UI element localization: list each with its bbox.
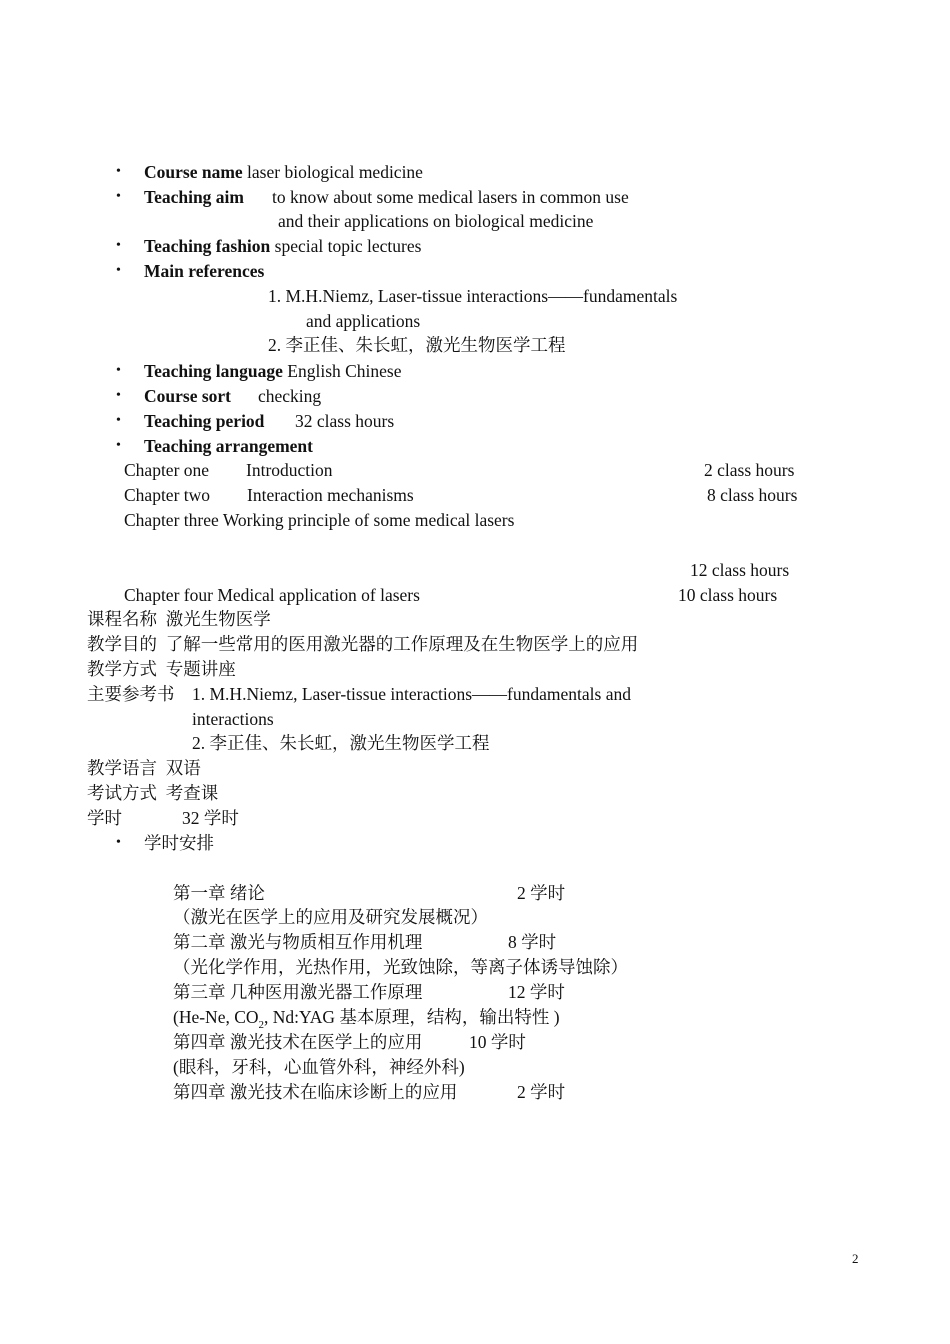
chapter-two-title: Interaction mechanisms xyxy=(247,485,414,505)
cn-chapter-3-title: 第三章 几种医用激光器工作原理 xyxy=(173,982,423,1002)
cn-period-label: 学时 xyxy=(87,808,122,828)
chapter-three-line xyxy=(124,512,514,530)
cn-chapter-2-title: 第二章 激光与物质相互作用机理 xyxy=(173,932,423,952)
bullet: • xyxy=(116,363,121,378)
chapter-four-hours: 10 class hours xyxy=(678,585,778,605)
cn-chapter-4-title: 第四章 激光技术在医学上的应用 xyxy=(173,1032,423,1052)
chapter-one-num: Chapter one xyxy=(124,460,210,480)
teaching-period-value: 32 class hours xyxy=(295,411,395,431)
teaching-fashion-line xyxy=(144,238,421,256)
cn-teaching-fashion-value: 专题讲座 xyxy=(165,659,236,679)
cn-teaching-fashion-label: 教学方式 xyxy=(87,659,157,679)
course-name-line xyxy=(144,164,423,182)
page-number: 2 xyxy=(852,1251,859,1266)
cn-chapter-5-hours: 2 学时 xyxy=(517,1082,566,1102)
main-references-label: Main references xyxy=(144,261,265,281)
chapter-one-hours: 2 class hours xyxy=(704,460,795,480)
bullet: • xyxy=(116,238,121,253)
cn-chapter-3-hours: 12 学时 xyxy=(508,982,565,1002)
teaching-aim-value-cont: and their applications on biological medicine xyxy=(278,211,594,231)
teaching-arrangement-label: Teaching arrangement xyxy=(144,436,313,456)
bullet: • xyxy=(116,164,121,179)
cn-teaching-language-value: 双语 xyxy=(165,758,201,778)
cn-teaching-fashion-line xyxy=(87,661,236,679)
cn-chapter-2-hours: 8 学时 xyxy=(508,932,557,952)
cn-course-name-value: 激光生物医学 xyxy=(165,609,271,629)
teaching-fashion-value: special topic lectures xyxy=(274,236,422,256)
cn-reference-1-cont: interactions xyxy=(192,709,274,729)
cn-period-value: 32 学时 xyxy=(182,808,239,828)
reference-1: 1. M.H.Niemz, Laser-tissue interactions——fundamentals xyxy=(268,286,678,306)
reference-2: 2. 李正佳、朱长虹，激光生物医学工程 xyxy=(268,335,566,355)
cn-teaching-aim-label: 教学目的 xyxy=(87,634,157,654)
teaching-language-line xyxy=(144,363,402,381)
cn-exam-line xyxy=(87,785,218,803)
course-sort-label: Course sort xyxy=(144,386,231,406)
cn-main-references-label: 主要参考书 xyxy=(87,684,175,704)
cn-chapter-1-note: （激光在医学上的应用及研究发展概况） xyxy=(173,907,488,927)
cn-reference-2: 2. 李正佳、朱长虹，激光生物医学工程 xyxy=(192,733,490,753)
cn-exam-label: 考试方式 xyxy=(87,783,157,803)
course-name-value: laser biological medicine xyxy=(247,162,423,182)
chapter-two-hours: 8 class hours xyxy=(707,485,798,505)
cn-arrangement-label: 学时安排 xyxy=(144,833,214,853)
cn-exam-value: 考查课 xyxy=(165,783,219,803)
teaching-language-value: English Chinese xyxy=(287,361,402,381)
chapter-four-num: Chapter four xyxy=(124,585,213,605)
chapter-two-num: Chapter two xyxy=(124,485,211,505)
chapter-four-line xyxy=(124,587,420,605)
cn-course-name-line xyxy=(87,611,271,629)
teaching-aim-label: Teaching aim xyxy=(144,187,244,207)
teaching-aim-value: to know about some medical lasers in common use xyxy=(272,187,629,207)
chapter-three-num: Chapter three xyxy=(124,510,219,530)
chapter-one-title: Introduction xyxy=(246,460,333,480)
bullet: • xyxy=(116,438,121,453)
cn-chapter-5-title: 第四章 激光技术在临床诊断上的应用 xyxy=(173,1082,458,1102)
reference-1-cont: and applications xyxy=(306,311,421,331)
course-name-label: Course name xyxy=(144,162,243,182)
teaching-fashion-label: Teaching fashion xyxy=(144,236,271,256)
cn-teaching-language-label: 教学语言 xyxy=(87,758,157,778)
bullet: • xyxy=(116,263,121,278)
cn-chapter-3-note: (He-Ne, $CO_2$, Nd:YAG 基本原理，结构，输出特性 ) xyxy=(173,1007,560,1031)
cn-chapter-4-hours: 10 学时 xyxy=(469,1032,526,1052)
cn-chapter-4-note: (眼科，牙科，心血管外科，神经外科) xyxy=(173,1057,465,1077)
course-sort-value: checking xyxy=(258,386,322,406)
cn-chapter-1-hours: 2 学时 xyxy=(517,883,566,903)
cn-chapter-1-title: 第一章 绪论 xyxy=(173,883,265,903)
cn-teaching-aim-line xyxy=(87,636,638,654)
chapter-three-hours: 12 class hours xyxy=(690,560,790,580)
bullet: • xyxy=(116,388,121,403)
cn-reference-1: 1. M.H.Niemz, Laser-tissue interactions——fundamentals and xyxy=(192,684,631,704)
cn-chapter-2-note: （光化学作用，光热作用，光致蚀除，等离子体诱导蚀除） xyxy=(173,957,628,977)
bullet: • xyxy=(116,413,121,428)
bullet: • xyxy=(116,835,121,850)
chapter-four-title: Medical application of lasers xyxy=(217,585,420,605)
teaching-period-label: Teaching period xyxy=(144,411,265,431)
chapter-three-title: Working principle of some medical lasers xyxy=(222,510,515,530)
bullet: • xyxy=(116,189,121,204)
cn-teaching-aim-value: 了解一些常用的医用激光器的工作原理及在生物医学上的应用 xyxy=(165,634,639,654)
cn-teaching-language-line xyxy=(87,760,201,778)
cn-course-name-label: 课程名称 xyxy=(87,609,157,629)
teaching-language-label: Teaching language xyxy=(144,361,283,381)
